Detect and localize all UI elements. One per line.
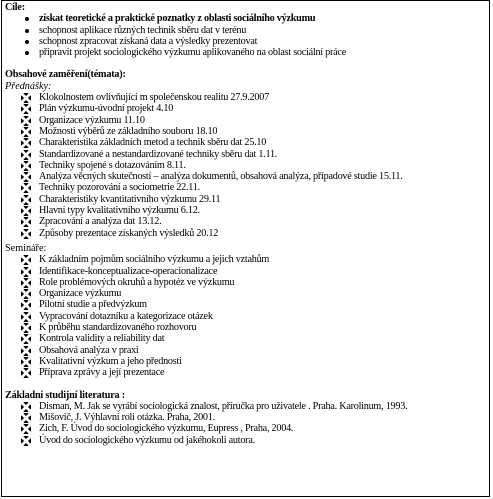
list-item	[5, 103, 486, 114]
list-item	[5, 299, 486, 310]
list-item-text: Obsahová analýza v praxi	[39, 344, 139, 356]
diamond-bullet-icon	[21, 183, 31, 193]
list-item-text: schopnost aplikace různých technik sběru dat v terénu	[39, 24, 247, 36]
goals-list	[5, 13, 486, 58]
diamond-bullet-icon	[21, 229, 31, 239]
diamond-bullet-icon	[21, 300, 31, 310]
list-item-text: Pilotní studie a předvýzkum	[39, 299, 147, 311]
diamond-bullet-icon	[21, 195, 31, 205]
list-item-text: Vypracování dotazníku a kategorizace otázek	[39, 310, 213, 322]
list-item-text: Způsoby prezentace získaných výsledků 20.12	[39, 227, 219, 239]
list-item-text: Kvalitativní výzkum a jeho přednosti	[39, 355, 182, 367]
diamond-bullet-icon	[21, 323, 31, 333]
list-item	[5, 412, 486, 423]
list-item	[5, 115, 486, 126]
list-item	[5, 92, 486, 103]
list-item-text: připravit projekt sociologického výzkumu aplikovaného na oblast sociální práce	[39, 47, 346, 59]
diamond-bullet-icon	[21, 312, 31, 322]
list-item	[5, 435, 486, 446]
list-item	[5, 25, 486, 36]
lectures-label: Přednášky:	[5, 80, 52, 92]
seminars-list	[5, 254, 486, 378]
list-item	[5, 345, 486, 356]
list-item	[5, 266, 486, 277]
list-item-text: Plán výzkumu-úvodní projekt 4.10	[39, 103, 174, 115]
list-item-text: Charakteristiky kvantitativního výzkumu 29.11	[39, 193, 221, 205]
list-item	[5, 126, 486, 137]
list-item-text: Klokolnostem ovlivňující m společenskou realitu 27.9.2007	[39, 92, 269, 104]
list-item	[5, 401, 486, 412]
list-item	[5, 367, 486, 378]
list-item-text: Disman, M. Jak se vyrábí sociologická znalost, příručka pro uživatele . Praha. Karolinum, 1993.	[39, 400, 408, 412]
diamond-bullet-icon	[21, 255, 31, 265]
list-item	[5, 254, 486, 265]
diamond-bullet-icon	[21, 116, 31, 126]
list-item	[5, 288, 486, 299]
lectures-list	[5, 92, 486, 239]
list-item-text: Techniky spojené s dotazováním 8.11.	[39, 159, 186, 171]
diamond-bullet-icon	[21, 172, 31, 182]
diamond-bullet-icon	[21, 289, 31, 299]
list-item-text: Techniky pozorování a sociometrie 22.11.	[39, 182, 200, 194]
diamond-bullet-icon	[21, 150, 31, 160]
list-item	[5, 423, 486, 434]
diamond-bullet-icon	[21, 436, 31, 446]
list-item-text: Hlavní typy kvalitativního výzkumu 6.12.	[39, 205, 200, 217]
list-item	[5, 356, 486, 367]
list-item-text: Úvod do sociologického výzkumu od jakéhokoli autora.	[39, 434, 255, 446]
diamond-bullet-icon	[21, 278, 31, 288]
list-item	[5, 160, 486, 171]
topics-heading: Obsahové zaměření(témata):	[5, 69, 126, 81]
diamond-bullet-icon	[21, 138, 31, 148]
literature-list	[5, 401, 486, 446]
list-item-text: K průběhu standardizovaného rozhovoru	[39, 322, 197, 334]
list-item	[5, 171, 486, 182]
list-item	[5, 205, 486, 216]
diamond-bullet-icon	[21, 206, 31, 216]
list-item-text: Příprava zprávy a její prezentace	[39, 367, 165, 379]
list-item-text: Organizace výzkumu 11.10	[39, 114, 145, 126]
list-item-text: Identifikace-konceptualizace-operacionalizace	[39, 265, 218, 277]
list-item	[5, 182, 486, 193]
list-item-text: Zich, F. Úvod do sociologického výzkumu, Eupress , Praha, 2004.	[39, 423, 294, 435]
diamond-bullet-icon	[21, 161, 31, 171]
list-item-text: Organizace výzkumu	[39, 288, 122, 300]
list-item-text: schopnost zpracovat získaná data a výsledky prezentovat	[39, 35, 258, 47]
literature-heading: Základní studijní literatura :	[5, 389, 125, 401]
list-item	[5, 137, 486, 148]
list-item	[5, 149, 486, 160]
diamond-bullet-icon	[21, 104, 31, 114]
list-item	[5, 47, 486, 58]
diamond-bullet-icon	[21, 413, 31, 423]
list-item	[5, 311, 486, 322]
diamond-bullet-icon	[21, 346, 31, 356]
diamond-bullet-icon	[21, 267, 31, 277]
seminars-label: Semináře:	[5, 242, 47, 254]
list-item-text: Zpracování a analýza dat 13.12.	[39, 216, 162, 228]
list-item	[5, 277, 486, 288]
diamond-bullet-icon	[21, 334, 31, 344]
list-item	[5, 194, 486, 205]
diamond-bullet-icon	[21, 217, 31, 227]
list-item	[5, 228, 486, 239]
diamond-bullet-icon	[21, 424, 31, 434]
list-item-text: získat teoretické a praktické poznatky z oblasti sociálního výzkumu	[39, 13, 316, 25]
goals-heading: Cíle:	[5, 2, 25, 13]
diamond-bullet-icon	[21, 93, 31, 103]
list-item-text: Charakteristika základních metod a technik sběru dat 25.10	[39, 137, 267, 149]
list-item-text: Kontrola validity a reliability dat	[39, 333, 165, 345]
list-item-text: K základním pojmům sociálního výzkumu a jejich vztahům	[39, 254, 270, 266]
list-item	[5, 13, 486, 24]
list-item-text: Standardizované a nestandardizované techniky sběru dat 1.11.	[39, 148, 278, 160]
diamond-bullet-icon	[21, 368, 31, 378]
list-item-text: Možnosti výběrů ze základního souboru 18.10	[39, 125, 218, 137]
list-item	[5, 322, 486, 333]
list-item-text: Role problémových okruhů a hypotéz ve výzkumu	[39, 276, 235, 288]
list-item	[5, 333, 486, 344]
diamond-bullet-icon	[21, 402, 31, 412]
syllabus-document	[1, 0, 490, 497]
list-item-text: Mišovič, J. Výhlavní roli otázka. Praha, 2001.	[39, 412, 215, 424]
list-item-text: Analýza věcných skutečností – analýza dokumentů, obsahová analýza, případové studie 15.11.	[39, 171, 403, 183]
list-item	[5, 36, 486, 47]
list-item	[5, 216, 486, 227]
diamond-bullet-icon	[21, 357, 31, 367]
diamond-bullet-icon	[21, 127, 31, 137]
